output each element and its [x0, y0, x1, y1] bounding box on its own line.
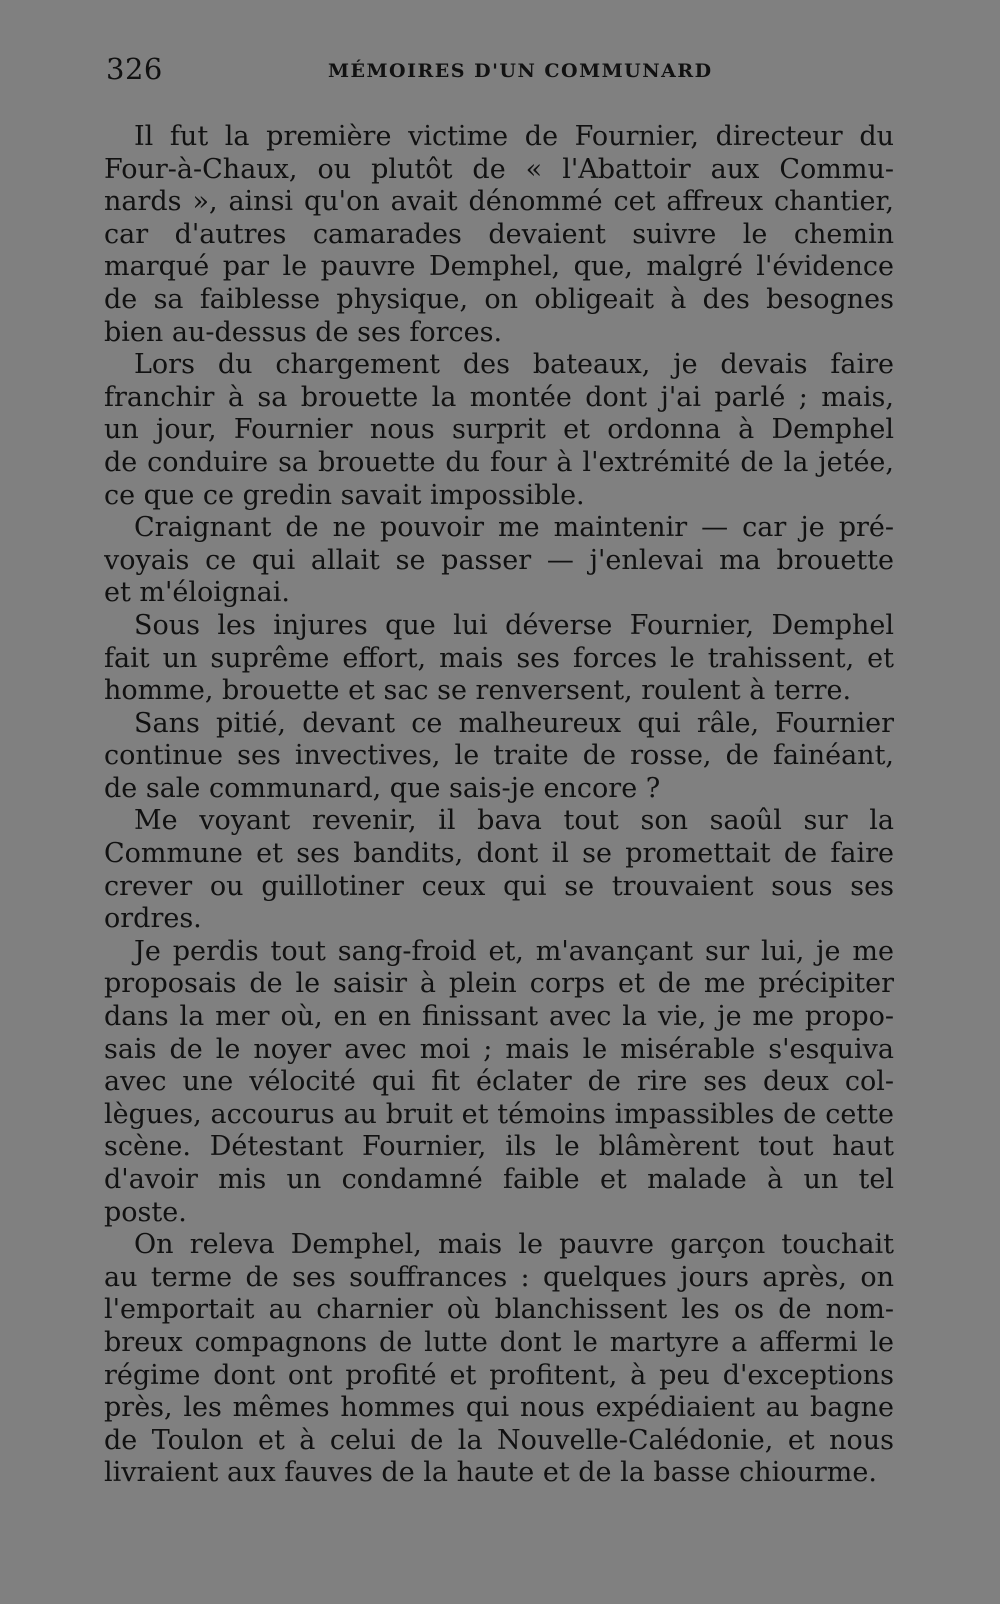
- paragraph: [104, 121, 894, 349]
- paragraph: [104, 708, 894, 806]
- text-line: On releva Demphel, mais le pauvre garçon touchait: [134, 1229, 894, 1261]
- text-line: Craignant de ne pouvoir me maintenir — car je pré-: [134, 512, 894, 544]
- text-line: homme, brouette et sac se renversent, roulent à terre.: [104, 675, 852, 707]
- text-line: Me voyant revenir, il bava tout son saoûl sur la: [134, 805, 894, 837]
- text-line: de Toulon et à celui de la Nouvelle-Calédonie, et nous: [104, 1424, 894, 1456]
- text-line: Sous les injures que lui déverse Fournier, Demphel: [134, 609, 894, 641]
- text-line: de sa faiblesse physique, on obligeait à des besognes: [104, 283, 894, 315]
- text-line: livraient aux fauves de la haute et de la basse chiourme.: [104, 1457, 877, 1489]
- text-line: car d'autres camarades devaient suivre le chemin: [104, 218, 894, 250]
- text-line: Four-à-Chaux, ou plutôt de « l'Abattoir aux Commu-: [104, 153, 894, 185]
- text-line: dans la mer où, en en finissant avec la vie, je me propo-: [104, 1001, 894, 1033]
- text-line: de conduire sa brouette du four à l'extrémité de la jetée,: [104, 446, 894, 478]
- paragraph: [104, 512, 894, 610]
- text-line: régime dont ont profité et profitent, à peu d'exceptions: [104, 1359, 894, 1391]
- text-line: Sans pitié, devant ce malheureux qui râle, Fournier: [134, 707, 894, 739]
- paragraph: [104, 349, 894, 512]
- text-line: proposais de le saisir à plein corps et de me précipiter: [104, 968, 894, 1000]
- text-line: nards », ainsi qu'on avait dénommé cet affreux chantier,: [104, 186, 894, 218]
- text-line: d'avoir mis un condamné faible et malade à un tel: [104, 1164, 894, 1195]
- text-line: sais de le noyer avec moi ; mais le misérable s'esquiva: [104, 1033, 894, 1065]
- text-line: Il fut la première victime de Fournier, directeur du: [134, 121, 894, 152]
- text-line: de sale communard, que sais-je encore ?: [104, 772, 661, 804]
- paragraph: [104, 805, 894, 935]
- text-line: et m'éloignai.: [104, 577, 290, 609]
- text-line: Commune et ses bandits, dont il se promettait de faire: [104, 838, 894, 870]
- text-line: voyais ce qui allait se passer — j'enlevai ma brouette: [104, 544, 894, 576]
- text-line: breux compagnons de lutte dont le martyre a affermi le: [104, 1326, 894, 1358]
- text-line: ce que ce gredin savait impossible.: [104, 479, 585, 511]
- text-line: Je perdis tout sang-froid et, m'avançant sur lui, je me: [134, 935, 894, 967]
- text-line: près, les mêmes hommes qui nous expédiaient au bagne: [104, 1392, 894, 1424]
- text-line: crever ou guillotiner ceux qui se trouvaient sous ses: [104, 870, 894, 902]
- text-line: ordres.: [104, 903, 202, 935]
- text-line: un jour, Fournier nous surprit et ordonna à Demphel: [104, 414, 894, 446]
- text-line: marqué par le pauvre Demphel, que, malgré l'évidence: [104, 251, 894, 283]
- text-line: Lors du chargement des bateaux, je devais faire: [134, 349, 894, 381]
- text-line: continue ses invectives, le traite de rosse, de fainéant,: [104, 740, 894, 772]
- page-header: [106, 52, 900, 92]
- paragraph: [104, 610, 894, 708]
- paragraph: [104, 1229, 894, 1490]
- text-line: poste.: [104, 1196, 187, 1228]
- text-line: scène. Détestant Fournier, ils le blâmèrent tout haut: [104, 1131, 894, 1163]
- running-title: MÉMOIRES D'UN COMMUNARD: [328, 60, 713, 82]
- body-text: [104, 121, 894, 1490]
- paragraph: [104, 936, 894, 1229]
- page-number: 326: [106, 52, 163, 86]
- text-line: lègues, accourus au bruit et témoins impassibles de cette: [104, 1098, 894, 1130]
- text-line: fait un suprême effort, mais ses forces le trahissent, et: [104, 642, 894, 674]
- text-line: l'emportait au charnier où blanchissent les os de nom-: [104, 1294, 894, 1326]
- text-line: bien au-dessus de ses forces.: [104, 316, 503, 348]
- text-line: franchir à sa brouette la montée dont j'ai parlé ; mais,: [104, 381, 894, 413]
- text-line: au terme de ses souffrances : quelques jours après, on: [104, 1261, 894, 1293]
- text-line: avec une vélocité qui fit éclater de rire ses deux col-: [104, 1066, 894, 1098]
